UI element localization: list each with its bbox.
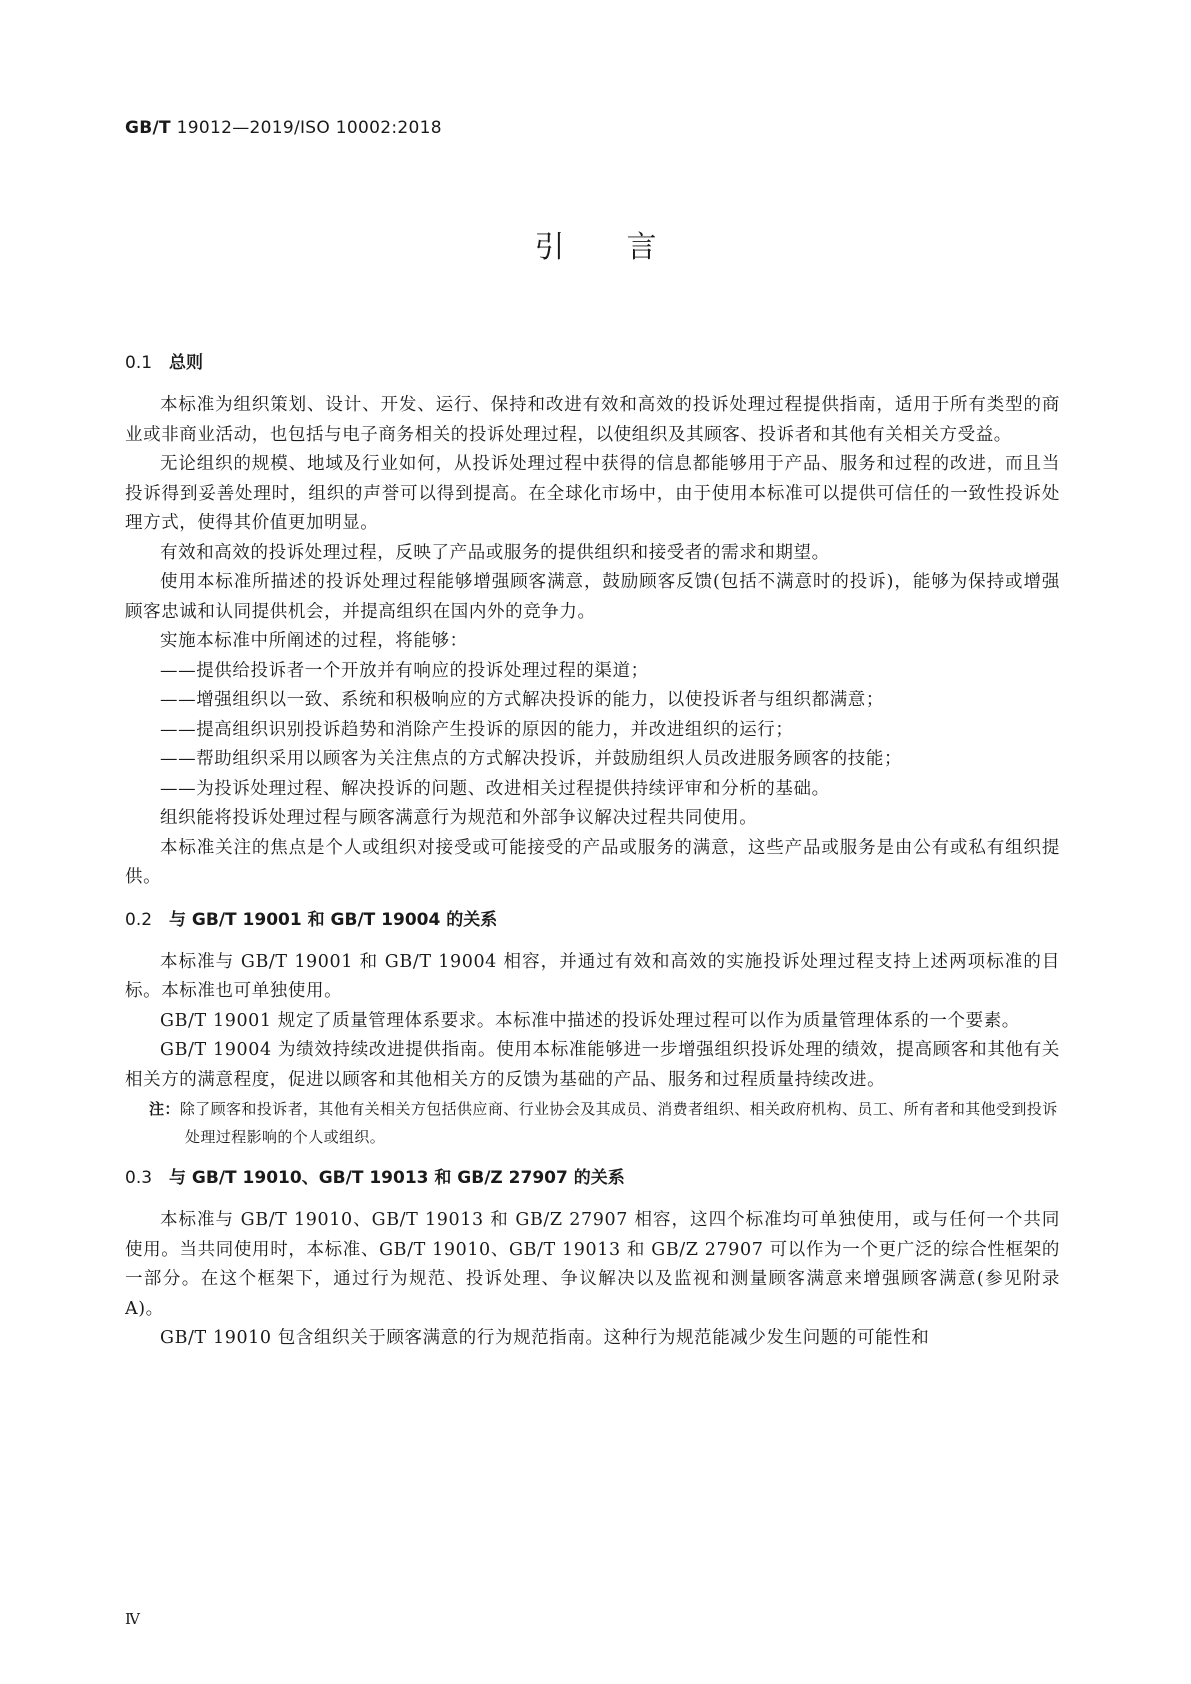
section-number: 0.3 — [125, 1168, 153, 1188]
note-text: 除了顾客和投诉者，其他有关相关方包括供应商、行业协会及其成员、消费者组织、相关政府机构、员工、所有者和其他受到投诉处理过程影响的个人或组织。 — [179, 1100, 1058, 1146]
list-item: ——增强组织以一致、系统和积极响应的方式解决投诉的能力，以使投诉者与组织都满意； — [160, 690, 884, 710]
paragraph: GB/T 19001 规定了质量管理体系要求。本标准中描述的投诉处理过程可以作为质量管理体系的一个要素。 — [160, 1010, 1020, 1031]
list-item: ——为投诉处理过程、解决投诉的问题、改进相关过程提供持续评审和分析的基础。 — [160, 778, 830, 799]
section-heading-0-2 — [125, 905, 1060, 930]
list-item: ——提供给投诉者一个开放并有响应的投诉处理过程的渠道； — [160, 660, 649, 681]
section-title: 总则 — [169, 353, 203, 373]
paragraph: GB/T 19004 为绩效持续改进提供指南。使用本标准能够进一步增强组织投诉处理的绩效，提高顾客和其他有关相关方的满意程度，促进以顾客和其他相关方的反馈为基础的产品、服务和过程质量持续改进。 — [125, 1040, 1060, 1090]
paragraph: 组织能将投诉处理过程与顾客满意行为规范和外部争议解决过程共同使用。 — [160, 808, 758, 828]
document-header — [125, 118, 442, 138]
section-heading-0-1 — [125, 348, 1060, 373]
section-title: 与 GB/T 19001 和 GB/T 19004 的关系 — [169, 909, 498, 930]
paragraph: GB/T 19010 包含组织关于顾客满意的行为规范指南。这种行为规范能减少发生问题的可能性和 — [160, 1328, 930, 1348]
document-body — [125, 348, 1060, 1354]
section-number: 0.2 — [125, 909, 153, 930]
paragraph: 本标准为组织策划、设计、开发、运行、保持和改进有效和高效的投诉处理过程提供指南，适用于所有类型的商业或非商业活动，也包括与电子商务相关的投诉处理过程，以使组织及其顾客、投诉者和其他有关相关方受益。 — [125, 395, 1060, 445]
note — [125, 1095, 1060, 1151]
paragraph: 无论组织的规模、地域及行业如何，从投诉处理过程中获得的信息都能够用于产品、服务和过程的改进，而且当投诉得到妥善处理时，组织的声誉可以得到提高。在全球化市场中，由于使用本标准可以提供可信任的一致性投诉处理方式，使得其价值更加明显。 — [125, 454, 1060, 533]
list-item: ——帮助组织采用以顾客为关注焦点的方式解决投诉，并鼓励组织人员改进服务顾客的技能； — [160, 749, 903, 769]
section-title: 与 GB/T 19010、GB/T 19013 和 GB/Z 27907 的关系 — [169, 1168, 625, 1188]
section-heading-0-3 — [125, 1163, 1060, 1188]
page-number: Ⅳ — [125, 1610, 141, 1628]
header-code-number: 19012—2019/ISO 10002:2018 — [170, 118, 442, 138]
note-label: 注： — [149, 1100, 180, 1118]
paragraph: 本标准与 GB/T 19001 和 GB/T 19004 相容，并通过有效和高效的实施投诉处理过程支持上述两项标准的目标。本标准也可单独使用。 — [125, 951, 1060, 1001]
paragraph: 使用本标准所描述的投诉处理过程能够增强顾客满意，鼓励顾客反馈(包括不满意时的投诉)，能够为保持或增强顾客忠诚和认同提供机会，并提高组织在国内外的竞争力。 — [125, 572, 1060, 622]
paragraph: 本标准关注的焦点是个人或组织对接受或可能接受的产品或服务的满意，这些产品或服务是由公有或私有组织提供。 — [125, 837, 1060, 887]
paragraph: 有效和高效的投诉处理过程，反映了产品或服务的提供组织和接受者的需求和期望。 — [160, 542, 830, 563]
list-item: ——提高组织识别投诉趋势和消除产生投诉的原因的能力，并改进组织的运行； — [160, 719, 794, 740]
page-title: 引言 — [534, 230, 719, 265]
section-number: 0.1 — [125, 353, 153, 373]
paragraph: 本标准与 GB/T 19010、GB/T 19013 和 GB/Z 27907 相容，这四个标准均可单独使用，或与任何一个共同使用。当共同使用时，本标准、GB/T 19010、GB/T 19013 和 GB/Z 27907 可以作为一个更广泛的综合性框架的一部分。在这个框架下，通过行为规范、投诉处理、争议解决以及监视和测量顾客满意来增强顾客满意(参见附录 A)。 — [125, 1210, 1060, 1319]
paragraph: 实施本标准中所阐述的过程，将能够： — [160, 631, 468, 651]
header-code-prefix: GB/T — [125, 118, 171, 138]
